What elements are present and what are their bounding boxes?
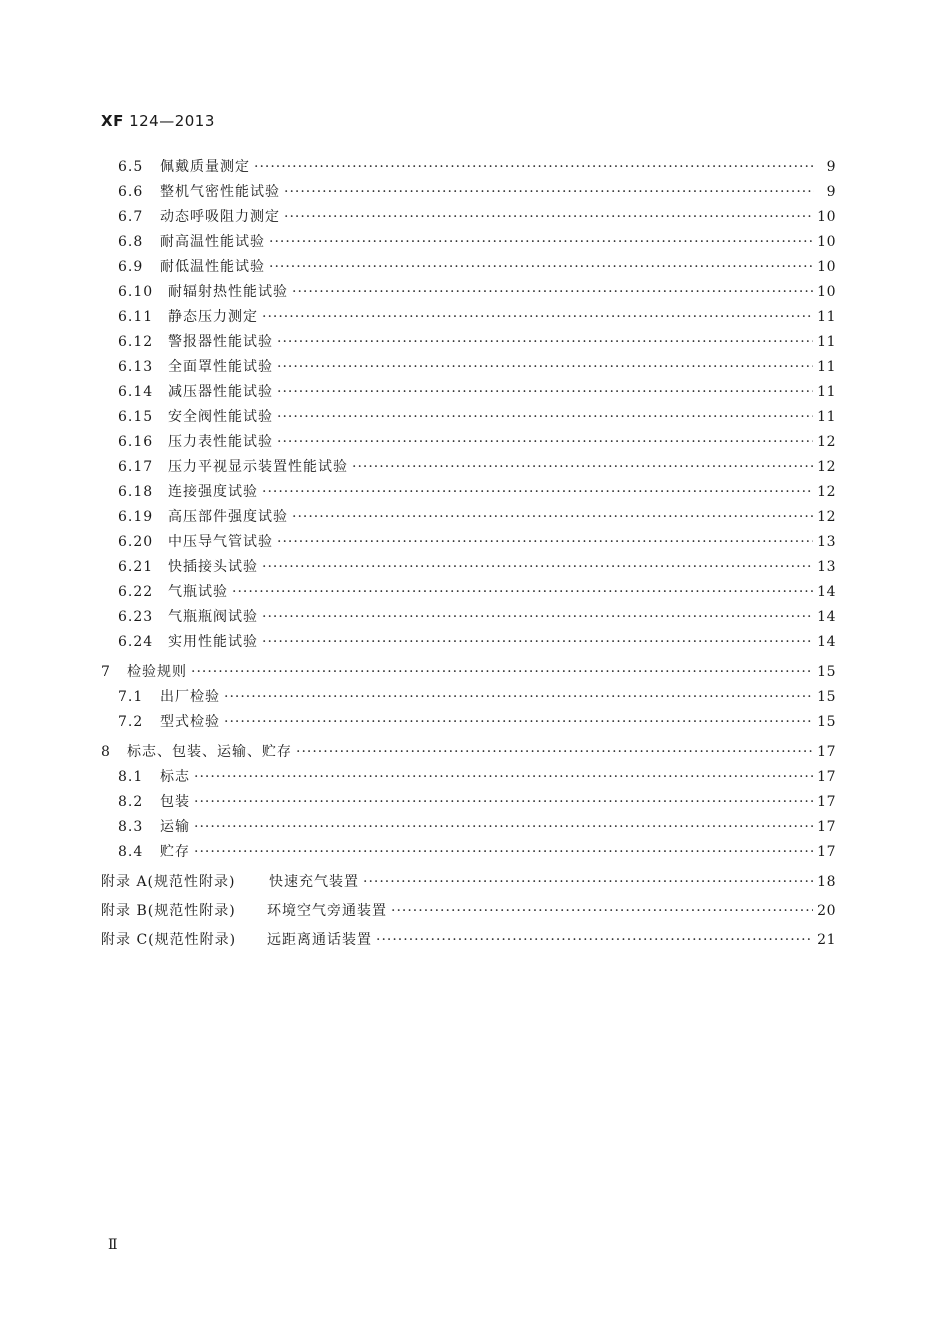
standard-number: 124—2013 [129,112,215,130]
toc-entry[interactable] [118,817,836,837]
toc-entry-title: 远距离通话装置 [267,932,372,948]
toc-entry-page: 11 [817,409,836,425]
toc-entry-number: 6.11 [118,309,154,325]
dot-leader [284,182,814,202]
toc-entry-number: 6.20 [118,534,154,550]
toc-entry[interactable] [101,901,836,921]
toc-entry-number: 8 [101,744,111,760]
toc-entry-number: 6.23 [118,609,154,625]
toc-entry[interactable] [101,930,836,950]
toc-entry-title: 高压部件强度试验 [168,509,288,525]
toc-entry-page: 11 [817,384,836,400]
dot-leader [284,207,813,227]
toc-entry-page: 11 [817,359,836,375]
toc-entry-page: 12 [817,484,836,500]
dot-leader [277,407,813,427]
toc-entry-title: 实用性能试验 [168,634,258,650]
dot-leader [224,687,813,707]
toc-entry-page: 10 [817,284,836,300]
toc-entry-page: 18 [817,874,836,890]
dot-leader [296,742,813,762]
toc-entry-number: 8.4 [118,844,144,860]
dot-leader [269,257,813,277]
toc-entry-number: 6.10 [118,284,154,300]
toc-entry-title: 包装 [160,794,190,810]
standard-code: XF [101,112,124,130]
toc-entry-title: 出厂检验 [160,689,220,705]
toc-entry-title: 耐高温性能试验 [160,234,265,250]
dot-leader [269,232,813,252]
toc-entry-title: 警报器性能试验 [168,334,273,350]
toc-entry-number: 8.3 [118,819,144,835]
toc-entry[interactable] [118,792,836,812]
toc-entry-number: 6.14 [118,384,154,400]
toc-entry-number: 7.2 [118,714,144,730]
toc-entry-title: 连接强度试验 [168,484,258,500]
toc-entry[interactable] [118,257,836,277]
dot-leader [254,157,814,177]
toc-entry-title: 动态呼吸阻力测定 [160,209,280,225]
toc-entry-page: 14 [817,609,836,625]
toc-entry-title: 型式检验 [160,714,220,730]
toc-entry-title: 气瓶试验 [168,584,228,600]
toc-entry-title: 耐辐射热性能试验 [168,284,288,300]
toc-entry-page: 17 [817,769,836,785]
toc-entry-title: 标志 [160,769,190,785]
toc-entry[interactable] [118,182,836,202]
dot-leader [292,282,813,302]
toc-entry-number: 6.9 [118,259,144,275]
toc-entry-page: 9 [826,184,836,200]
toc-entry-number: 6.15 [118,409,154,425]
toc-entry-page: 17 [817,819,836,835]
toc-entry-page: 17 [817,844,836,860]
toc-entry-page: 20 [817,903,836,919]
toc-entry-number: 6.13 [118,359,154,375]
toc-entry[interactable] [118,557,836,577]
toc-entry-page: 9 [826,159,836,175]
toc-entry[interactable] [118,842,836,862]
toc-entry-number: 6.17 [118,459,154,475]
toc-entry-title: 压力平视显示装置性能试验 [168,459,348,475]
toc-entry-page: 13 [817,534,836,550]
toc-entry-title: 快速充气装置 [269,874,359,890]
toc-entry[interactable] [118,307,836,327]
toc-entry-page: 12 [817,509,836,525]
toc-entry[interactable] [101,742,836,762]
dot-leader [194,792,813,812]
toc-entry-number: 6.8 [118,234,144,250]
dot-leader [352,457,813,477]
page-number-footer: Ⅱ [108,1237,118,1253]
toc-entry-number: 附录 B(规范性附录) [101,903,236,919]
toc-entry-page: 15 [817,664,836,680]
toc-entry-title: 贮存 [160,844,190,860]
toc-entry-page: 10 [817,209,836,225]
toc-entry[interactable] [118,157,836,177]
document-header [101,112,215,130]
toc-entry-page: 11 [817,309,836,325]
toc-entry-number: 6.19 [118,509,154,525]
toc-entry[interactable] [118,282,836,302]
toc-entry[interactable] [118,482,836,502]
toc-entry[interactable] [118,607,836,627]
toc-entry-page: 21 [817,932,836,948]
toc-entry-number: 7.1 [118,689,144,705]
toc-entry[interactable] [118,532,836,552]
toc-entry-page: 14 [817,634,836,650]
toc-entry-number: 附录 A(规范性附录) [101,874,236,890]
toc-entry-page: 12 [817,459,836,475]
toc-entry[interactable] [118,382,836,402]
toc-entry-title: 检验规则 [127,664,187,680]
toc-entry-page: 15 [817,714,836,730]
toc-entry-title: 压力表性能试验 [168,434,273,450]
toc-entry-page: 14 [817,584,836,600]
toc-entry-number: 6.18 [118,484,154,500]
dot-leader [277,532,813,552]
toc-entry-number: 6.22 [118,584,154,600]
dot-leader [262,632,813,652]
dot-leader [262,482,813,502]
dot-leader [232,582,813,602]
toc-entry-page: 17 [817,794,836,810]
toc-entry[interactable] [118,457,836,477]
toc-entry[interactable] [118,357,836,377]
toc-entry-page: 11 [817,334,836,350]
toc-entry[interactable] [118,432,836,452]
toc-entry-title: 全面罩性能试验 [168,359,273,375]
toc-entry-number: 附录 C(规范性附录) [101,932,237,948]
dot-leader [194,767,813,787]
dot-leader [277,332,813,352]
toc-entry[interactable] [118,332,836,352]
toc-entry-number: 8.1 [118,769,144,785]
toc-entry-title: 佩戴质量测定 [160,159,250,175]
dot-leader [277,357,813,377]
dot-leader [262,307,813,327]
toc-entry-page: 10 [817,234,836,250]
toc-entry-number: 6.12 [118,334,154,350]
toc-entry-number: 7 [101,664,111,680]
dot-leader [277,382,813,402]
toc-entry-title: 中压导气管试验 [168,534,273,550]
toc-entry[interactable] [118,507,836,527]
toc-entry[interactable] [118,407,836,427]
dot-leader [391,901,813,921]
toc-entry-title: 气瓶瓶阀试验 [168,609,258,625]
toc-entry-number: 8.2 [118,794,144,810]
toc-entry-title: 安全阀性能试验 [168,409,273,425]
toc-entry[interactable] [118,767,836,787]
toc-entry[interactable] [118,632,836,652]
dot-leader [224,712,813,732]
toc-entry-page: 15 [817,689,836,705]
toc-entry-page: 10 [817,259,836,275]
dot-leader [194,842,813,862]
toc-entry-title: 耐低温性能试验 [160,259,265,275]
toc-entry-page: 12 [817,434,836,450]
toc-entry-number: 6.5 [118,159,144,175]
toc-entry[interactable] [118,712,836,732]
dot-leader [194,817,813,837]
toc-entry-title: 减压器性能试验 [168,384,273,400]
dot-leader [262,557,813,577]
toc-entry-number: 6.24 [118,634,154,650]
dot-leader [292,507,813,527]
dot-leader [363,872,813,892]
toc-entry-number: 6.6 [118,184,144,200]
dot-leader [376,930,813,950]
dot-leader [262,607,813,627]
dot-leader [277,432,813,452]
toc-entry-page: 13 [817,559,836,575]
toc-entry-title: 整机气密性能试验 [160,184,280,200]
toc-entry[interactable] [101,872,836,892]
dot-leader [191,662,813,682]
toc-entry[interactable] [118,582,836,602]
toc-entry-number: 6.21 [118,559,154,575]
toc-entry[interactable] [118,232,836,252]
toc-entry-title: 静态压力测定 [168,309,258,325]
toc-entry[interactable] [118,687,836,707]
toc-entry-title: 环境空气旁通装置 [267,903,387,919]
toc-entry-page: 17 [817,744,836,760]
toc-entry-title: 标志、包装、运输、贮存 [127,744,292,760]
toc-entry-title: 运输 [160,819,190,835]
toc-entry[interactable] [118,207,836,227]
toc-entry[interactable] [101,662,836,682]
toc-entry-title: 快插接头试验 [168,559,258,575]
toc-entry-number: 6.16 [118,434,154,450]
toc-entry-number: 6.7 [118,209,144,225]
